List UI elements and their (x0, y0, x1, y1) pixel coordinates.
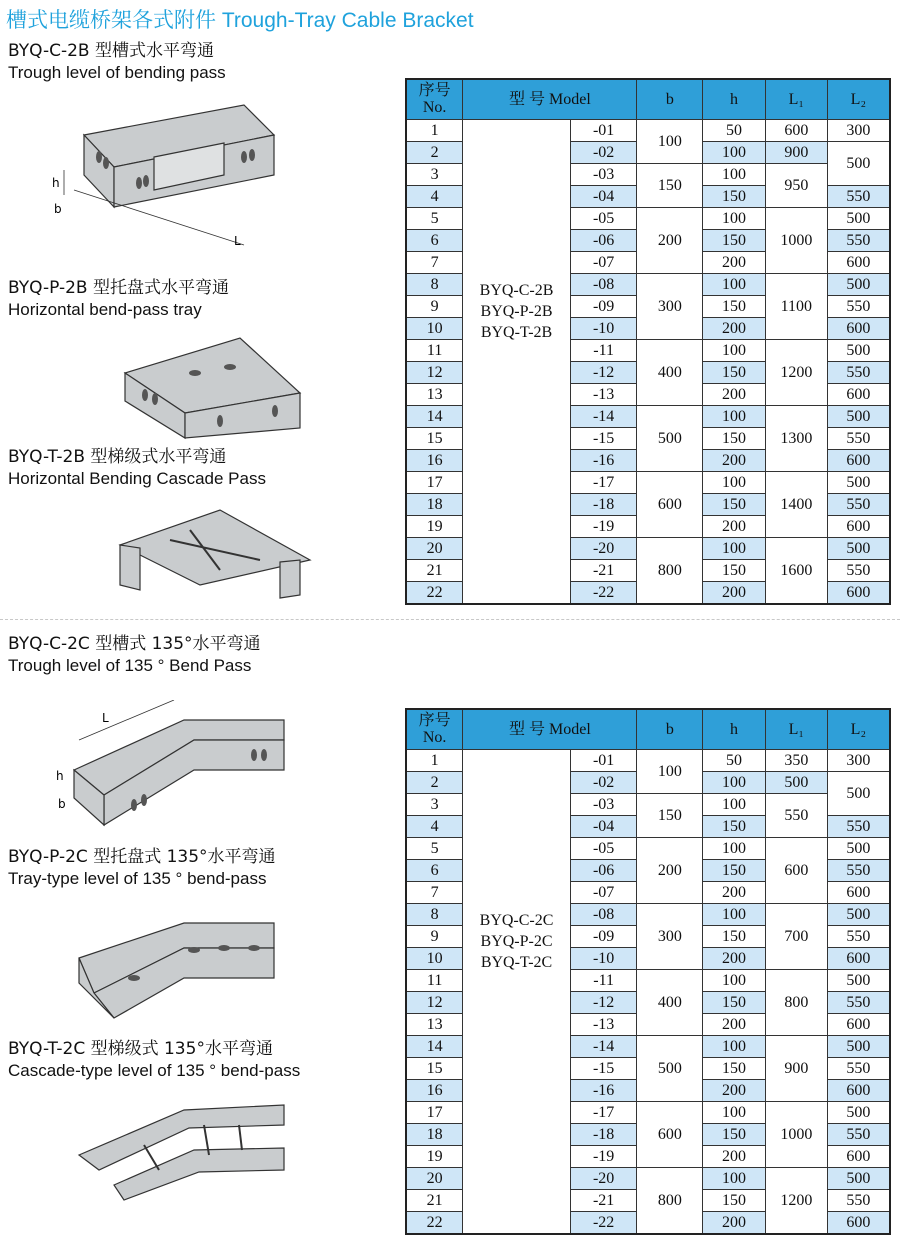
cell-code: -14 (570, 405, 637, 427)
cell-no: 4 (406, 815, 463, 837)
cell-h: 150 (703, 185, 766, 207)
cell-code: -09 (570, 295, 637, 317)
cell-l1: 1200 (765, 1167, 827, 1234)
cell-code: -21 (570, 559, 637, 581)
cell-no: 1 (406, 749, 463, 771)
cell-l2: 300 (827, 749, 890, 771)
cell-code: -01 (570, 749, 637, 771)
cell-no: 17 (406, 471, 463, 493)
cell-code: -20 (570, 537, 637, 559)
cell-l2: 300 (827, 119, 890, 141)
cell-no: 11 (406, 969, 463, 991)
cell-no: 6 (406, 229, 463, 251)
cell-code: -10 (570, 947, 637, 969)
cell-l2: 600 (827, 1079, 890, 1101)
cell-code: -09 (570, 925, 637, 947)
spec-table-2c (405, 708, 891, 1235)
cell-l2: 500 (827, 837, 890, 859)
cell-code: -14 (570, 1035, 637, 1057)
cell-h: 100 (703, 471, 766, 493)
cell-code: -07 (570, 251, 637, 273)
cell-h: 200 (703, 947, 766, 969)
cell-h: 150 (703, 361, 766, 383)
cell-no: 6 (406, 859, 463, 881)
cell-l2: 600 (827, 383, 890, 405)
cell-l1: 600 (765, 837, 827, 903)
caption-zh: BYQ-P-2C 型托盘式 135°水平弯通 (8, 847, 276, 867)
cell-no: 2 (406, 141, 463, 163)
cell-h: 100 (703, 1035, 766, 1057)
header-model: 型 号 Model (463, 79, 637, 119)
cell-h: 100 (703, 1101, 766, 1123)
cell-h: 100 (703, 1167, 766, 1189)
cell-l1: 550 (765, 793, 827, 837)
cell-l2: 500 (827, 537, 890, 559)
cell-no: 13 (406, 1013, 463, 1035)
cell-l2: 550 (827, 361, 890, 383)
tray-135-bend-figure (74, 918, 284, 1023)
cell-no: 19 (406, 515, 463, 537)
dim-h: h (52, 176, 60, 190)
cell-no: 1 (406, 119, 463, 141)
cell-code: -17 (570, 471, 637, 493)
caption-p-2b (8, 277, 229, 321)
cell-code: -06 (570, 229, 637, 251)
section-divider (0, 619, 900, 620)
cell-no: 14 (406, 405, 463, 427)
cell-code: -20 (570, 1167, 637, 1189)
caption-t-2b (8, 446, 266, 490)
cell-h: 200 (703, 383, 766, 405)
cell-h: 150 (703, 427, 766, 449)
cell-h: 100 (703, 141, 766, 163)
cell-l2: 600 (827, 251, 890, 273)
cell-code: -05 (570, 207, 637, 229)
cell-l2: 500 (827, 141, 890, 185)
cell-code: -01 (570, 119, 637, 141)
cell-l2: 600 (827, 317, 890, 339)
caption-en: Horizontal Bending Cascade Pass (8, 469, 266, 488)
trough-90-bend-figure (44, 95, 284, 255)
cell-no: 13 (406, 383, 463, 405)
cell-b: 400 (637, 969, 703, 1035)
cell-no: 12 (406, 991, 463, 1013)
cell-h: 100 (703, 339, 766, 361)
cell-code: -13 (570, 1013, 637, 1035)
cell-no: 7 (406, 881, 463, 903)
cell-l2: 500 (827, 1101, 890, 1123)
cell-b: 300 (637, 903, 703, 969)
cell-l2: 500 (827, 1167, 890, 1189)
cell-no: 18 (406, 1123, 463, 1145)
cell-b: 300 (637, 273, 703, 339)
cell-code: -15 (570, 427, 637, 449)
cell-code: -19 (570, 515, 637, 537)
cell-code: -16 (570, 449, 637, 471)
cell-l2: 600 (827, 449, 890, 471)
cell-code: -13 (570, 383, 637, 405)
cell-l2: 500 (827, 969, 890, 991)
caption-zh: BYQ-C-2C 型槽式 135°水平弯通 (8, 634, 261, 654)
cell-no: 4 (406, 185, 463, 207)
cell-b: 100 (637, 119, 703, 163)
cell-l1: 1200 (765, 339, 827, 405)
header-b: b (637, 79, 703, 119)
cell-l2: 550 (827, 427, 890, 449)
cell-no: 3 (406, 163, 463, 185)
cell-l1: 1100 (765, 273, 827, 339)
cell-code: -18 (570, 493, 637, 515)
model-name: BYQ-T-2C (480, 953, 553, 971)
page-title: 槽式电缆桥架各式附件 Trough-Tray Cable Bracket (6, 9, 474, 32)
caption-en: Trough level of bending pass (8, 63, 226, 82)
header-h: h (703, 79, 766, 119)
cell-l2: 600 (827, 947, 890, 969)
cell-h: 100 (703, 537, 766, 559)
cell-no: 14 (406, 1035, 463, 1057)
dim-h: h (56, 769, 64, 783)
cell-no: 8 (406, 903, 463, 925)
model-name: BYQ-T-2B (480, 323, 553, 341)
caption-zh: BYQ-T-2B 型梯级式水平弯通 (8, 447, 227, 467)
cell-code: -10 (570, 317, 637, 339)
cell-no: 21 (406, 1189, 463, 1211)
cell-l1: 900 (765, 141, 827, 163)
cell-no: 20 (406, 1167, 463, 1189)
caption-en: Horizontal bend-pass tray (8, 300, 202, 319)
cell-l1: 950 (765, 163, 827, 207)
cell-code: -12 (570, 991, 637, 1013)
cell-h: 200 (703, 449, 766, 471)
cell-no: 22 (406, 1211, 463, 1234)
header-no: 序号 No. (406, 79, 463, 119)
cell-no: 8 (406, 273, 463, 295)
cell-no: 7 (406, 251, 463, 273)
cell-h: 150 (703, 1189, 766, 1211)
caption-zh: BYQ-P-2B 型托盘式水平弯通 (8, 278, 229, 298)
cell-no: 18 (406, 493, 463, 515)
cell-l1: 600 (765, 119, 827, 141)
caption-p-2c (8, 846, 276, 890)
caption-en: Tray-type level of 135 ° bend-pass (8, 869, 267, 888)
cell-h: 100 (703, 405, 766, 427)
cell-code: -03 (570, 163, 637, 185)
cell-b: 600 (637, 471, 703, 537)
trough-135-bend-figure (44, 700, 294, 830)
cell-h: 100 (703, 969, 766, 991)
cell-l2: 600 (827, 1145, 890, 1167)
cell-code: -06 (570, 859, 637, 881)
cell-code: -11 (570, 339, 637, 361)
cell-h: 150 (703, 559, 766, 581)
cell-l1: 1600 (765, 537, 827, 604)
spec-table-2b (405, 78, 891, 605)
cell-h: 200 (703, 1079, 766, 1101)
caption-t-2c (8, 1038, 300, 1082)
cell-h: 50 (703, 749, 766, 771)
header-l1: L₁ (765, 79, 827, 119)
cell-code: -04 (570, 815, 637, 837)
cell-h: 150 (703, 925, 766, 947)
cell-code: -22 (570, 581, 637, 604)
cell-h: 150 (703, 493, 766, 515)
cell-no: 3 (406, 793, 463, 815)
table-row (406, 749, 890, 771)
cell-l2: 500 (827, 1035, 890, 1057)
cell-code: -22 (570, 1211, 637, 1234)
cell-h: 100 (703, 793, 766, 815)
cell-no: 22 (406, 581, 463, 604)
table-row (406, 119, 890, 141)
cell-b: 500 (637, 405, 703, 471)
cell-l2: 550 (827, 991, 890, 1013)
header-no: 序号 No. (406, 709, 463, 749)
model-name: BYQ-P-2B (480, 302, 553, 320)
cell-l2: 500 (827, 405, 890, 427)
header-l2: L₂ (827, 709, 890, 749)
cell-b: 200 (637, 837, 703, 903)
cell-model-names (463, 119, 571, 604)
cell-code: -04 (570, 185, 637, 207)
cell-no: 12 (406, 361, 463, 383)
dim-l: L (102, 711, 109, 725)
cell-l2: 550 (827, 559, 890, 581)
cell-l1: 800 (765, 969, 827, 1035)
cell-l2: 550 (827, 295, 890, 317)
caption-en: Trough level of 135 ° Bend Pass (8, 656, 252, 675)
cell-l1: 900 (765, 1035, 827, 1101)
cell-l1: 1000 (765, 207, 827, 273)
cell-h: 200 (703, 1013, 766, 1035)
cell-l2: 550 (827, 1189, 890, 1211)
cell-no: 2 (406, 771, 463, 793)
cell-no: 21 (406, 559, 463, 581)
cell-h: 100 (703, 771, 766, 793)
cell-b: 600 (637, 1101, 703, 1167)
model-name: BYQ-P-2C (480, 932, 553, 950)
cell-no: 10 (406, 947, 463, 969)
cell-no: 19 (406, 1145, 463, 1167)
cell-h: 150 (703, 815, 766, 837)
cell-l2: 600 (827, 581, 890, 604)
cell-no: 9 (406, 295, 463, 317)
cell-l2: 550 (827, 859, 890, 881)
header-b: b (637, 709, 703, 749)
cell-code: -11 (570, 969, 637, 991)
cell-l2: 500 (827, 207, 890, 229)
cell-b: 800 (637, 1167, 703, 1234)
cell-l2: 500 (827, 273, 890, 295)
cell-h: 150 (703, 991, 766, 1013)
cell-h: 200 (703, 515, 766, 537)
cell-h: 200 (703, 251, 766, 273)
cell-code: -15 (570, 1057, 637, 1079)
cell-no: 5 (406, 207, 463, 229)
cell-l1: 1400 (765, 471, 827, 537)
cell-h: 100 (703, 163, 766, 185)
cell-no: 5 (406, 837, 463, 859)
cell-h: 200 (703, 1145, 766, 1167)
ladder-135-bend-figure (74, 1100, 294, 1205)
cell-h: 150 (703, 859, 766, 881)
ladder-90-bend-figure (110, 500, 320, 600)
header-l2: L₂ (827, 79, 890, 119)
model-name: BYQ-C-2C (479, 911, 554, 929)
caption-zh: BYQ-C-2B 型槽式水平弯通 (8, 41, 214, 61)
cell-code: -19 (570, 1145, 637, 1167)
cell-no: 15 (406, 427, 463, 449)
cell-h: 150 (703, 229, 766, 251)
cell-code: -02 (570, 141, 637, 163)
cell-code: -16 (570, 1079, 637, 1101)
cell-h: 150 (703, 1123, 766, 1145)
cell-code: -12 (570, 361, 637, 383)
cell-l2: 600 (827, 1013, 890, 1035)
cell-no: 10 (406, 317, 463, 339)
cell-l2: 600 (827, 1211, 890, 1234)
cell-h: 100 (703, 837, 766, 859)
cell-l2: 550 (827, 493, 890, 515)
header-l1: L₁ (765, 709, 827, 749)
cell-l2: 550 (827, 1057, 890, 1079)
caption-c-2b (8, 40, 226, 84)
cell-h: 200 (703, 881, 766, 903)
cell-h: 100 (703, 273, 766, 295)
cell-code: -08 (570, 273, 637, 295)
cell-l1: 500 (765, 771, 827, 793)
cell-l2: 500 (827, 339, 890, 361)
cell-no: 16 (406, 1079, 463, 1101)
cell-h: 150 (703, 295, 766, 317)
dim-b: b (54, 202, 62, 216)
cell-l2: 500 (827, 771, 890, 815)
cell-code: -21 (570, 1189, 637, 1211)
cell-code: -05 (570, 837, 637, 859)
header-h: h (703, 709, 766, 749)
cell-l2: 550 (827, 925, 890, 947)
cell-h: 200 (703, 581, 766, 604)
cell-h: 200 (703, 317, 766, 339)
caption-en: Cascade-type level of 135 ° bend-pass (8, 1061, 301, 1080)
cell-code: -18 (570, 1123, 637, 1145)
cell-h: 150 (703, 1057, 766, 1079)
cell-h: 200 (703, 1211, 766, 1234)
cell-b: 150 (637, 793, 703, 837)
model-name: BYQ-C-2B (479, 281, 554, 299)
cell-l2: 550 (827, 1123, 890, 1145)
cell-l1: 1300 (765, 405, 827, 471)
cell-l2: 500 (827, 903, 890, 925)
header-model: 型 号 Model (463, 709, 637, 749)
cell-no: 16 (406, 449, 463, 471)
cell-no: 20 (406, 537, 463, 559)
tray-90-bend-figure (110, 333, 310, 443)
cell-no: 15 (406, 1057, 463, 1079)
cell-l2: 500 (827, 471, 890, 493)
cell-h: 50 (703, 119, 766, 141)
cell-l2: 550 (827, 815, 890, 837)
cell-b: 500 (637, 1035, 703, 1101)
cell-code: -17 (570, 1101, 637, 1123)
cell-code: -07 (570, 881, 637, 903)
cell-code: -08 (570, 903, 637, 925)
cell-l1: 700 (765, 903, 827, 969)
dim-b: b (58, 797, 66, 811)
cell-h: 100 (703, 903, 766, 925)
cell-code: -02 (570, 771, 637, 793)
caption-c-2c (8, 633, 261, 677)
cell-l2: 550 (827, 229, 890, 251)
cell-no: 9 (406, 925, 463, 947)
cell-model-names (463, 749, 571, 1234)
cell-b: 100 (637, 749, 703, 793)
cell-l1: 350 (765, 749, 827, 771)
cell-code: -03 (570, 793, 637, 815)
cell-b: 150 (637, 163, 703, 207)
caption-zh: BYQ-T-2C 型梯级式 135°水平弯通 (8, 1039, 273, 1059)
cell-l1: 1000 (765, 1101, 827, 1167)
cell-no: 17 (406, 1101, 463, 1123)
cell-h: 100 (703, 207, 766, 229)
cell-b: 200 (637, 207, 703, 273)
cell-l2: 600 (827, 881, 890, 903)
dim-l: L (234, 234, 241, 248)
cell-no: 11 (406, 339, 463, 361)
cell-b: 800 (637, 537, 703, 604)
cell-b: 400 (637, 339, 703, 405)
cell-l2: 550 (827, 185, 890, 207)
cell-l2: 600 (827, 515, 890, 537)
